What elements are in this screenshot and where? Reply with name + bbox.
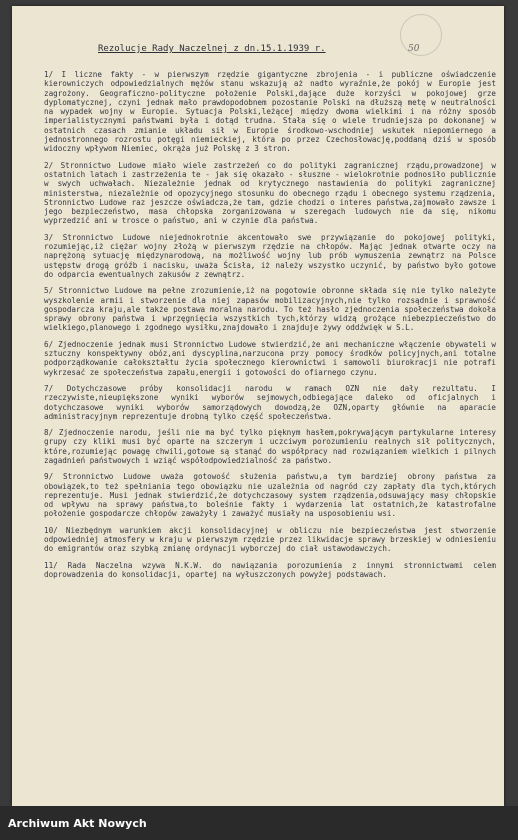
paragraph-2: 2/ Stronnictwo Ludowe miało wiele zastrzeżeń co do polityki zagranicznej rządu,prowadzonej w ostatnich latach i zastrzeżenia te - jak się okazało - słuszne - wielokrotnie podnosiło publicznie w swych uchwałach. Niezależnie jednak od krytycznego nastawienia do polityki zagranicznej ministerstwa, niezależnie od opozycyjnego stosunku do obecnego rządu i obecnego systemu rządzenia, Stronnictwo Ludowe raz jeszcze oświadcza,że tam, gdzie chodzi o interes państwa,zajmowało zawsze i jego bezpieczeństwo, masa chłopska zorganizowana w szeregach ludowych nie da się, nikomu wyprzedzić ani w trosce o państwo, ani w czynie dla państwa. (44, 160, 501, 226)
paragraph-7: 7/ Dotychczasowe próby konsolidacji narodu w ramach OZN nie dały rezultatu. I rzeczywiste,nieupiększone wyniki wyborów sejmowych,odbiegające daleko od oficjalnych i dotychczasowe wyniki wyborów samorządowych dowodzą,że OZN,oparty głównie na aparacie administracyjnym reprezentuje drobną tylko część społeczeństwa. (44, 383, 501, 421)
paragraph-11: 11/ Rada Naczelna wzywa N.K.W. do nawiązania porozumienia z innymi stronnictwami celem doprowadzenia do konsolidacji, opartej na wyłuszczonych powyżej podstawach. (44, 560, 501, 579)
paragraph-3: 3/ Stronnictwo Ludowe niejednokrotnie akcentowało swe przywiązanie do pokojowej polityki, rozumiejąc,iż ciężar wojny złożą w pierwszym rzędzie na chłopów. Mając jednak otwarte oczy na naprężoną sytuację międzynarodową, na możliwość wojny lub prób wymuszenia zewnątrz na Polsce ustępstw drogą gróźb i nacisku, uważa Ścisła, iż należy wszystko uczynić, by państwo było gotowe do odparcia ewentualnych zakusów z zewnątrz. (44, 232, 501, 279)
paragraph-9: 9/ Stronnictwo Ludowe uważa gotowość służenia państwu,a tym bardziej obrony państwa za obowiązek,to też spełniania tego obowiązku nie uzależnia od nagród czy zapłaty dla tych,których reprezentuje. Musi jednak stwierdzić,że dotychczasowy system rządzenia,odsuwający masy chłopskie od wpływu na sprawy państwa,to boleśnie fakty i wydarzenia lat ostatnich,że katastrofalne położenie gospodarcze chłopów zaważyły i zaważyć musiały na usposobieniu wsi. (44, 472, 501, 519)
document-page (12, 6, 504, 806)
paragraph-5: 5/ Stronnictwo Ludowe ma pełne zrozumienie,iż na pogotowie obronne składa się nie tylko należyte wyszkolenie armii i stworzenie dla niej zapasów mobilizacyjnych,nie tylko rozsądnie i sprawność gospodarcza kraju,ale także postawa moralna narodu. To też hasło zjednoczenia społeczeństwa dokoła sprawy obrony państwa i wprzęgnięcia wszystkich tych,którzy widzą grożące niebezpieczeństwo do wielkiego,planowego i zgodnego wysiłku,znajdowało i znajduje żywy oddźwięk w S.L. (44, 286, 501, 333)
archive-name: Archiwum Akt Nowych (8, 817, 147, 830)
paragraph-6: 6/ Zjednoczenie jednak musi Stronnictwo Ludowe stwierdzić,że ani mechaniczne włączenie obywateli w sztuczny konspektywny obóz,ani dyscyplina,narzucona przy pomocy środków policyjnych,ani totalne podporządkowanie całokształtu życia społecznego kierownictwi i samowoli biurokracji nie potrafi wykrzesać ze społeczeństwa zapału,energii i gotowości do ofiarnego czynu. (44, 339, 501, 377)
folio-number: 50 (408, 44, 420, 54)
paragraph-8: 8/ Zjednoczenie narodu, jeśli nie ma być tylko pięknym hasłem,pokrywającym partykularne interesy grupy czy kliki musi być oparte na szczerym i uczciwym porozumieniu realnych sił politycznych, które,rozumiejąc powagę chwili,gotowe są stanąć do współpracy nad rozwiązaniem wielkich i pilnych zagadnień państwowych i wziąć współodpowiedzialność za państwo. (44, 428, 501, 465)
document-body (44, 70, 501, 586)
archive-footer-bar (0, 806, 518, 840)
paragraph-1: 1/ I liczne fakty - w pierwszym rzędzie gigantyczne zbrojenia - i publiczne oświadczenie kierowniczych odpowiedzialnych mężów stanu wskazują aż nadto wyraźnie,że pokój w Europie jest zagrożony. Geograficzno-polityczne położenie Polski,dające duże korzyści w pokojowej grze dyplomatycznej, czyni jednak mało prawdopodobnem pozostanie Polski na dłuższą metę w neutralności na wypadek wojny w Europie. Sytuacja Polski,leżącej między dwoma wielkimi i na różny sposób imperialistycznymi państwami była i dotąd trudna. Stała się o wiele trudniejsza po dokonanej w ostatnich czasach zmianie układu sił w Europie środkowo-wschodniej wskutek niepomiernego a jednostronnego rozrostu potęgi niemieckiej, która po przez Czechosłowację,poddaną dziś w sposób widoczny wpływom Niemiec, okrąża już Polskę z 3 stron. (44, 70, 501, 154)
document-title: Rezolucje Rady Naczelnej z dn.15.1.1939 r. (98, 44, 326, 54)
paragraph-10: 10/ Niezbędnym warunkiem akcji konsolidacyjnej w obliczu nie bezpieczeństwa jest stworzenie odpowiedniej atmosfery w kraju w pierwszym rzędzie przez likwidacje sprawy brzeskiej w odniesieniu do emigrantów oraz szybką zmianę ordynacji wyborczej do ciał ustawodawczych. (44, 525, 501, 554)
